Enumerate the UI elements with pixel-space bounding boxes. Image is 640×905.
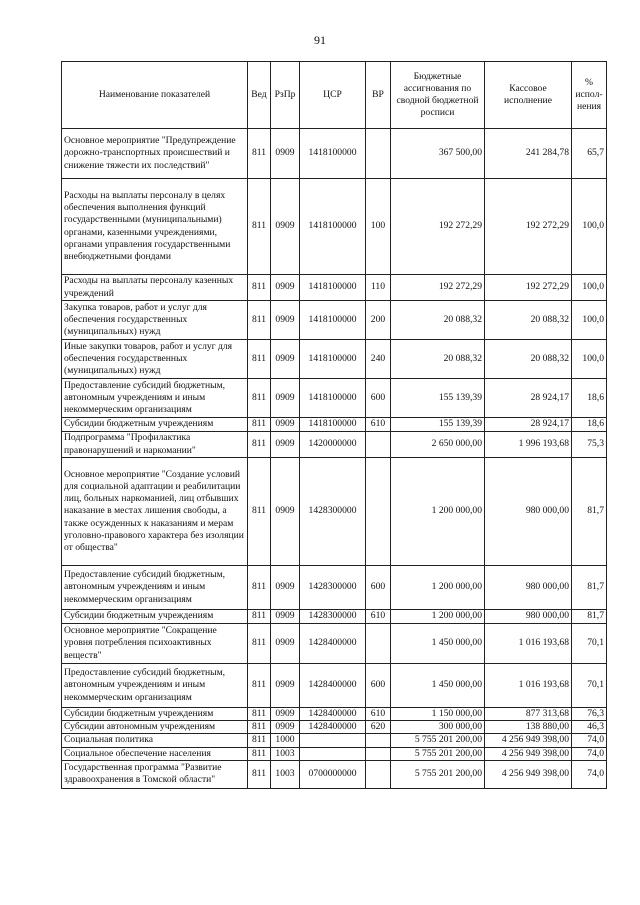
table-row: [62, 418, 607, 432]
row-pct: 76,3: [572, 708, 607, 721]
row-cash: 980 000,00: [485, 610, 572, 624]
row-vr: 610: [366, 610, 391, 624]
header-pct: % испол-нения: [572, 62, 607, 129]
row-rzpr: 0909: [271, 275, 300, 301]
table-row: [62, 760, 607, 788]
table-row: [62, 734, 607, 747]
table-row: [62, 458, 607, 566]
table-row: [62, 610, 607, 624]
row-csr: 1428300000: [300, 458, 366, 566]
row-rzpr: 0909: [271, 340, 300, 379]
table-row: [62, 708, 607, 721]
row-name: Государственная программа "Развитие здравоохранения в Томской области": [62, 760, 248, 788]
row-rzpr: 0909: [271, 418, 300, 432]
row-csr: 1428400000: [300, 721, 366, 734]
row-csr: 1428400000: [300, 708, 366, 721]
table-row: [62, 432, 607, 458]
row-cash: 138 880,00: [485, 721, 572, 734]
row-budget: 5 755 201 200,00: [391, 734, 485, 747]
row-name: Основное мероприятие "Сокращение уровня потребления психоактивных веществ": [62, 624, 248, 664]
row-pct: 100,0: [572, 340, 607, 379]
row-name: Расходы на выплаты персоналу в целях обеспечения выполнения функций государственными (муниципальными) органами, казенными учреждениями, органами управления государственными внебюджетными фондами: [62, 179, 248, 275]
row-cash: 28 924,17: [485, 418, 572, 432]
row-csr: [300, 747, 366, 760]
row-cash: 877 313,68: [485, 708, 572, 721]
row-cash: 980 000,00: [485, 566, 572, 610]
row-csr: 1418100000: [300, 179, 366, 275]
row-vr: 610: [366, 418, 391, 432]
row-budget: 192 272,29: [391, 179, 485, 275]
header-csr: ЦСР: [300, 62, 366, 129]
header-vr: ВР: [366, 62, 391, 129]
row-rzpr: 0909: [271, 129, 300, 179]
row-cash: 241 284,78: [485, 129, 572, 179]
row-ved: 811: [248, 721, 271, 734]
row-name: Субсидии бюджетным учреждениям: [62, 610, 248, 624]
header-name: Наименование показателей: [62, 62, 248, 129]
row-rzpr: 0909: [271, 179, 300, 275]
table-row: [62, 379, 607, 418]
row-vr: 600: [366, 566, 391, 610]
row-ved: 811: [248, 566, 271, 610]
table-row: [62, 179, 607, 275]
row-budget: 1 200 000,00: [391, 566, 485, 610]
row-vr: 620: [366, 721, 391, 734]
row-pct: 100,0: [572, 275, 607, 301]
table-body: [62, 129, 607, 789]
row-ved: 811: [248, 129, 271, 179]
table-header-row: [62, 62, 607, 129]
row-cash: 20 088,32: [485, 340, 572, 379]
table-row: [62, 664, 607, 708]
row-pct: 74,0: [572, 747, 607, 760]
row-name: Социальное обеспечение населения: [62, 747, 248, 760]
row-cash: 20 088,32: [485, 301, 572, 340]
row-name: Расходы на выплаты персоналу казенных учреждений: [62, 275, 248, 301]
row-csr: 1418100000: [300, 418, 366, 432]
row-cash: 28 924,17: [485, 379, 572, 418]
row-csr: 1418100000: [300, 129, 366, 179]
header-cash: Кассовое исполнение: [485, 62, 572, 129]
row-budget: 155 139,39: [391, 379, 485, 418]
row-ved: 811: [248, 275, 271, 301]
row-csr: 0700000000: [300, 760, 366, 788]
row-rzpr: 0909: [271, 301, 300, 340]
row-vr: [366, 129, 391, 179]
row-pct: 81,7: [572, 610, 607, 624]
header-budget: Бюджетные ассигнования по сводной бюджетной росписи: [391, 62, 485, 129]
row-csr: 1418100000: [300, 340, 366, 379]
row-pct: 100,0: [572, 301, 607, 340]
row-csr: [300, 734, 366, 747]
page-number: 91: [314, 33, 326, 47]
row-vr: [366, 734, 391, 747]
row-pct: 81,7: [572, 566, 607, 610]
header-ved: Вед: [248, 62, 271, 129]
row-rzpr: 1003: [271, 760, 300, 788]
table-row: [62, 275, 607, 301]
row-vr: [366, 760, 391, 788]
row-ved: 811: [248, 458, 271, 566]
row-cash: 192 272,29: [485, 275, 572, 301]
row-cash: 4 256 949 398,00: [485, 734, 572, 747]
header-rzpr: РзПр: [271, 62, 300, 129]
row-cash: 4 256 949 398,00: [485, 747, 572, 760]
row-rzpr: 1000: [271, 734, 300, 747]
row-budget: 1 450 000,00: [391, 664, 485, 708]
row-budget: 2 650 000,00: [391, 432, 485, 458]
row-ved: 811: [248, 610, 271, 624]
row-name: Подпрограмма "Профилактика правонарушений и наркомании": [62, 432, 248, 458]
row-pct: 65,7: [572, 129, 607, 179]
row-ved: 811: [248, 301, 271, 340]
row-name: Иные закупки товаров, работ и услуг для обеспечения государственных (муниципальных) нужд: [62, 340, 248, 379]
row-csr: 1428300000: [300, 610, 366, 624]
table-row: [62, 566, 607, 610]
row-ved: 811: [248, 664, 271, 708]
row-rzpr: 0909: [271, 379, 300, 418]
row-budget: 155 139,39: [391, 418, 485, 432]
row-ved: 811: [248, 179, 271, 275]
row-ved: 811: [248, 747, 271, 760]
budget-execution-table: [61, 61, 607, 789]
table-row: [62, 129, 607, 179]
row-budget: 1 450 000,00: [391, 624, 485, 664]
row-pct: 70,1: [572, 624, 607, 664]
row-pct: 46,3: [572, 721, 607, 734]
row-cash: 1 996 193,68: [485, 432, 572, 458]
table-row: [62, 624, 607, 664]
row-rzpr: 0909: [271, 708, 300, 721]
row-rzpr: 0909: [271, 458, 300, 566]
row-csr: 1428400000: [300, 624, 366, 664]
row-budget: 5 755 201 200,00: [391, 747, 485, 760]
row-ved: 811: [248, 760, 271, 788]
row-budget: 5 755 201 200,00: [391, 760, 485, 788]
row-ved: 811: [248, 624, 271, 664]
table-row: [62, 747, 607, 760]
row-pct: 75,3: [572, 432, 607, 458]
row-budget: 1 200 000,00: [391, 610, 485, 624]
row-pct: 18,6: [572, 379, 607, 418]
row-ved: 811: [248, 379, 271, 418]
row-pct: 70,1: [572, 664, 607, 708]
table-row: [62, 301, 607, 340]
row-ved: 811: [248, 734, 271, 747]
row-csr: 1428300000: [300, 566, 366, 610]
row-cash: 192 272,29: [485, 179, 572, 275]
row-csr: 1420000000: [300, 432, 366, 458]
row-budget: 1 200 000,00: [391, 458, 485, 566]
row-budget: 1 150 000,00: [391, 708, 485, 721]
row-budget: 20 088,32: [391, 340, 485, 379]
row-csr: 1428400000: [300, 664, 366, 708]
row-name: Предоставление субсидий бюджетным, автономным учреждениям и иным некоммерческим организациям: [62, 379, 248, 418]
row-vr: [366, 458, 391, 566]
row-vr: 100: [366, 179, 391, 275]
row-cash: 1 016 193,68: [485, 664, 572, 708]
row-pct: 74,0: [572, 760, 607, 788]
row-rzpr: 0909: [271, 566, 300, 610]
row-cash: 980 000,00: [485, 458, 572, 566]
row-vr: 110: [366, 275, 391, 301]
row-pct: 74,0: [572, 734, 607, 747]
row-vr: [366, 747, 391, 760]
row-pct: 18,6: [572, 418, 607, 432]
row-rzpr: 0909: [271, 721, 300, 734]
row-rzpr: 0909: [271, 664, 300, 708]
row-vr: 610: [366, 708, 391, 721]
row-rzpr: 0909: [271, 610, 300, 624]
row-name: Основное мероприятие "Предупреждение дорожно-транспортных происшествий и снижение тяжести их последствий": [62, 129, 248, 179]
row-name: Предоставление субсидий бюджетным, автономным учреждениям и иным некоммерческим организациям: [62, 566, 248, 610]
row-name: Предоставление субсидий бюджетным, автономным учреждениям и иным некоммерческим организациям: [62, 664, 248, 708]
row-name: Социальная политика: [62, 734, 248, 747]
table-row: [62, 340, 607, 379]
table-row: [62, 721, 607, 734]
row-name: Субсидии бюджетным учреждениям: [62, 418, 248, 432]
row-rzpr: 1003: [271, 747, 300, 760]
row-name: Закупка товаров, работ и услуг для обеспечения государственных (муниципальных) нужд: [62, 301, 248, 340]
row-vr: 600: [366, 664, 391, 708]
row-budget: 367 500,00: [391, 129, 485, 179]
row-budget: 300 000,00: [391, 721, 485, 734]
row-name: Основное мероприятие "Создание условий для социальной адаптации и реабилитации лиц, больных наркоманией, лиц отбывших наказание в местах лишения свободы, а также осужденных к наказаниям и мерам уголовно-правового характера без изоляции от общества": [62, 458, 248, 566]
row-budget: 192 272,29: [391, 275, 485, 301]
row-csr: 1418100000: [300, 379, 366, 418]
row-ved: 811: [248, 340, 271, 379]
row-cash: 1 016 193,68: [485, 624, 572, 664]
row-csr: 1418100000: [300, 301, 366, 340]
row-vr: 200: [366, 301, 391, 340]
row-rzpr: 0909: [271, 624, 300, 664]
row-pct: 100,0: [572, 179, 607, 275]
row-cash: 4 256 949 398,00: [485, 760, 572, 788]
row-budget: 20 088,32: [391, 301, 485, 340]
row-vr: [366, 432, 391, 458]
row-ved: 811: [248, 708, 271, 721]
row-rzpr: 0909: [271, 432, 300, 458]
row-name: Субсидии автономным учреждениям: [62, 721, 248, 734]
row-pct: 81,7: [572, 458, 607, 566]
row-vr: 240: [366, 340, 391, 379]
row-csr: 1418100000: [300, 275, 366, 301]
row-vr: 600: [366, 379, 391, 418]
row-vr: [366, 624, 391, 664]
row-name: Субсидии бюджетным учреждениям: [62, 708, 248, 721]
row-ved: 811: [248, 432, 271, 458]
row-ved: 811: [248, 418, 271, 432]
